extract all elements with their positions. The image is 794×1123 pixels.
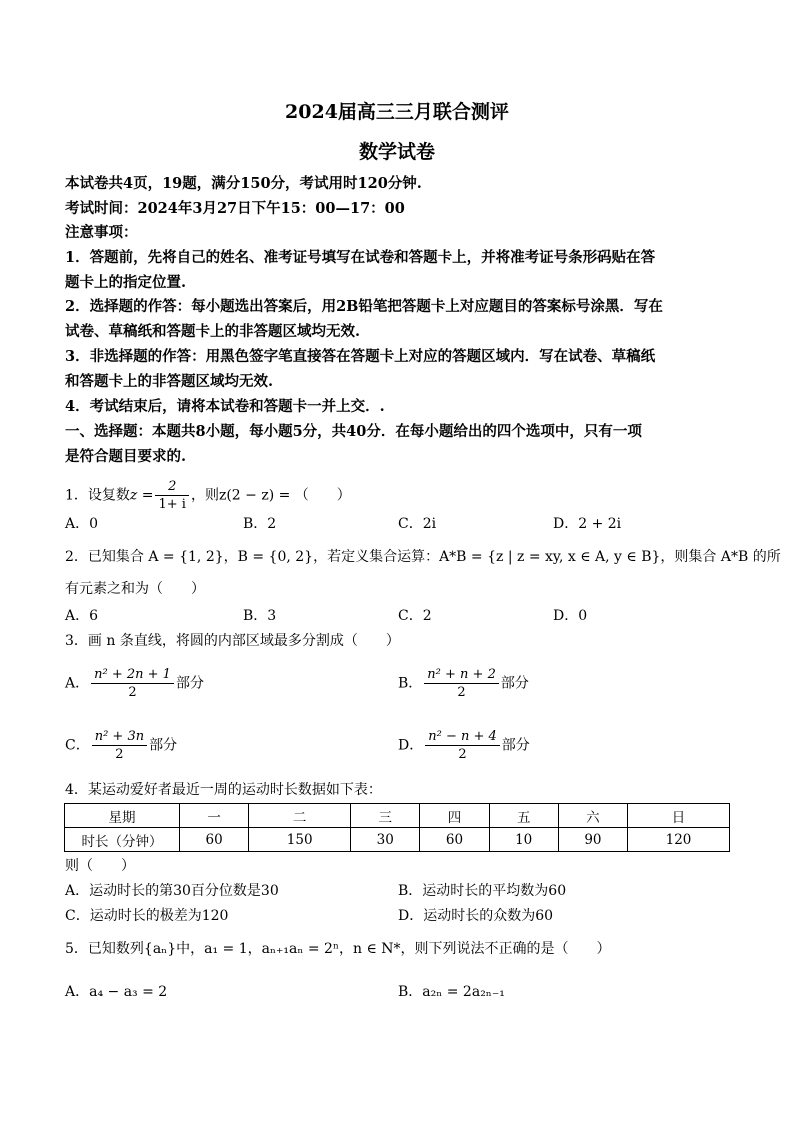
table-row <box>65 828 730 852</box>
exam-title: 2024届高三三月联合测评 <box>285 101 509 123</box>
notice-3b: 和答题卡上的非答题区域均无效. <box>65 373 274 390</box>
notice-2a: 2．选择题的作答：每小题选出答案后，用2B铅笔把答题卡上对应题目的答案标号涂黑．写在 <box>65 298 663 315</box>
table-cell: 60 <box>420 828 489 852</box>
table-cell: 时长（分钟） <box>65 828 180 852</box>
notice-1a: 1．答题前，先将自己的姓名、准考证号填写在试卷和答题卡上，并将准考证号条形码贴在答 <box>65 249 656 266</box>
q3-c-tail: 部分 <box>149 737 178 754</box>
q3-a-num: n² + 2n + 1 <box>91 666 174 684</box>
question-1 <box>65 478 735 513</box>
q3-option-c <box>65 728 177 763</box>
q3-a-den: 2 <box>128 685 137 700</box>
notice-4: 4．考试结束后，请将本试卷和答题卡一并上交．. <box>65 398 385 415</box>
table-cell: 日 <box>628 804 730 828</box>
q4-then: 则（ ） <box>65 858 135 874</box>
q1-frac-den: 1+ i <box>158 497 186 512</box>
section-heading-b: 是符合题目要求的. <box>65 448 187 465</box>
q1-frac-num: 2 <box>155 478 188 496</box>
notice-2b: 试卷、草稿纸和答题卡上的非答题区域均无效. <box>65 323 361 340</box>
notice-title: 注意事项： <box>65 224 138 241</box>
q3-option-d <box>398 728 530 763</box>
q3-d-den: 2 <box>458 747 467 762</box>
q3-a-fraction <box>91 666 174 701</box>
q4-option-c: C．运动时长的极差为120 <box>65 908 229 924</box>
q3-c-fraction <box>92 728 147 763</box>
table-cell: 六 <box>558 804 627 828</box>
q4-option-a: A．运动时长的第30百分位数是30 <box>65 883 279 899</box>
q3-b-label: B． <box>398 675 423 692</box>
q2-option-d: D．0 <box>553 608 588 624</box>
exercise-duration-table <box>64 803 730 852</box>
question-3: 3．画 n 条直线，将圆的内部区域最多分割成（ ） <box>65 633 400 649</box>
table-cell: 星期 <box>65 804 180 828</box>
notice-1b: 题卡上的指定位置. <box>65 274 187 291</box>
q3-b-den: 2 <box>457 685 466 700</box>
q3-b-fraction <box>424 666 499 701</box>
q4-option-b: B．运动时长的平均数为60 <box>398 883 567 899</box>
table-cell: 90 <box>558 828 627 852</box>
q1-option-d: D．2 + 2i <box>553 516 622 532</box>
table-cell: 五 <box>489 804 558 828</box>
intro-line-1: 本试卷共4页，19题，满分150分，考试用时120分钟. <box>65 175 422 192</box>
q3-a-tail: 部分 <box>175 675 204 692</box>
q3-c-label: C． <box>65 737 90 754</box>
q3-b-tail: 部分 <box>500 675 529 692</box>
q1-prefix: 1．设复数 <box>65 487 130 504</box>
q5-option-b: B．a₂ₙ = 2a₂ₙ₋₁ <box>398 984 505 1000</box>
q1-z: z = <box>129 487 154 504</box>
table-cell: 150 <box>249 828 351 852</box>
table-cell: 30 <box>351 828 420 852</box>
q1-fraction <box>155 478 188 513</box>
q5-option-a: A．a₄ − a₃ = 2 <box>65 984 168 1000</box>
intro-line-2: 考试时间：2024年3月27日下午15：00—17：00 <box>65 200 405 217</box>
table-cell: 四 <box>420 804 489 828</box>
question-5: 5．已知数列{aₙ}中，a₁ = 1，aₙ₊₁aₙ = 2ⁿ，n ∈ N*，则下列说法不正确的是（ ） <box>65 941 611 957</box>
table-row <box>65 804 730 828</box>
q3-d-fraction <box>425 728 500 763</box>
table-cell: 三 <box>351 804 420 828</box>
table-cell: 一 <box>180 804 249 828</box>
q3-d-tail: 部分 <box>501 737 530 754</box>
q2-option-a: A．6 <box>65 608 99 624</box>
question-2-line-b: 有元素之和为（ ） <box>65 581 205 597</box>
q3-option-a <box>65 666 204 701</box>
q1-option-c: C．2i <box>398 516 437 532</box>
notice-3a: 3．非选择题的作答：用黑色签字笔直接答在答题卡上对应的答题区域内．写在试卷、草稿纸 <box>65 348 656 365</box>
q1-option-b: B．2 <box>243 516 277 532</box>
table-cell: 120 <box>628 828 730 852</box>
table-cell: 10 <box>489 828 558 852</box>
q1-tail: ，则z(2 − z) = （ ） <box>190 487 351 504</box>
table-cell: 二 <box>249 804 351 828</box>
q1-option-a: A．0 <box>65 516 99 532</box>
q3-a-label: A． <box>65 675 90 692</box>
question-4: 4．某运动爱好者最近一周的运动时长数据如下表： <box>65 782 382 798</box>
table-cell: 60 <box>180 828 249 852</box>
q3-c-num: n² + 3n <box>92 728 147 746</box>
q2-option-b: B．3 <box>243 608 277 624</box>
section-heading-a: 一、选择题：本题共8小题，每小题5分，共40分．在每小题给出的四个选项中，只有一项 <box>65 423 642 440</box>
q2-option-c: C．2 <box>398 608 432 624</box>
q3-b-num: n² + n + 2 <box>424 666 499 684</box>
q3-c-den: 2 <box>115 747 124 762</box>
q4-option-d: D．运动时长的众数为60 <box>398 908 554 924</box>
exam-subtitle: 数学试卷 <box>358 141 435 163</box>
question-2-line-a: 2．已知集合 A = {1, 2}，B = {0, 2}，若定义集合运算：A*B = {z | z = xy, x ∈ A, y ∈ B}，则集合 A*B 的所 <box>65 549 781 565</box>
q3-d-label: D． <box>398 737 424 754</box>
q3-d-num: n² − n + 4 <box>425 728 500 746</box>
q3-option-b <box>398 666 529 701</box>
